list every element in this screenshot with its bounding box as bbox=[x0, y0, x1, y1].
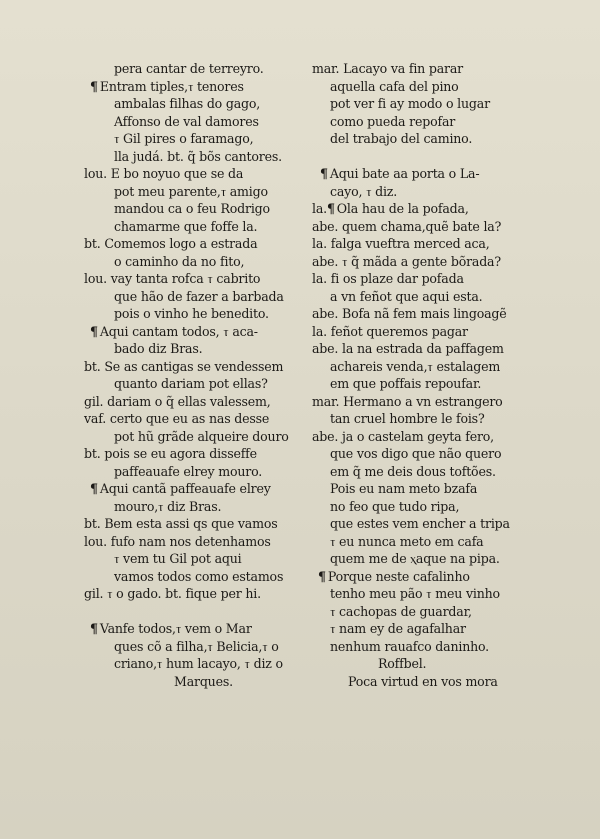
line-text: gil. dariam o q̃ ellas valessem, bbox=[84, 393, 271, 409]
line-text: como pueda repofar bbox=[330, 113, 456, 129]
text-line bbox=[84, 568, 314, 586]
text-line bbox=[312, 620, 572, 638]
text-line bbox=[84, 673, 314, 691]
text-line bbox=[312, 60, 572, 78]
line-text: vaf. certo que eu as nas desse bbox=[84, 411, 270, 426]
line-text: o caminho da no fito, bbox=[114, 253, 245, 269]
line-text: mar. Lacayo va fin parar bbox=[312, 61, 463, 76]
text-line bbox=[84, 498, 314, 516]
line-text: em que poffais repoufar. bbox=[330, 376, 482, 391]
speaker-prefix: la. bbox=[312, 201, 327, 216]
line-text: achareis venda,ⲧ estalagem bbox=[330, 358, 501, 374]
line-text: Vanfe todos,ⲧ vem o Mar bbox=[99, 621, 252, 636]
line-text: ⲧ eu nunca meto em cafa bbox=[330, 533, 484, 549]
line-text: ⲧ vem tu Gil pot aqui bbox=[114, 551, 242, 566]
pilcrow-icon: ¶ bbox=[320, 166, 328, 181]
text-line bbox=[312, 340, 572, 358]
line-text: ⲧ cachopas de guardar, bbox=[330, 603, 472, 619]
line-text: mouro,ⲧ diz Bras. bbox=[114, 498, 222, 514]
text-line bbox=[312, 375, 572, 393]
line-text: quem me de ⲭaque na pipa. bbox=[330, 551, 500, 566]
text-line bbox=[84, 130, 314, 148]
line-text: Poca virtud en vos mora bbox=[348, 673, 498, 689]
text-line bbox=[84, 253, 314, 271]
line-text: Aqui cantã paffeauafe elrey bbox=[99, 481, 271, 496]
text-line bbox=[312, 603, 572, 621]
line-text: ques cõ a filha,ⲧ Belicia,ⲧ o bbox=[114, 638, 279, 654]
text-line bbox=[312, 113, 572, 131]
text-line bbox=[312, 95, 572, 113]
line-text: lla judá. bt. q̃ bõs cantores. bbox=[114, 148, 282, 164]
line-text: que hão de fazer a barbada bbox=[114, 288, 284, 304]
text-line bbox=[84, 638, 314, 656]
text-line bbox=[312, 498, 572, 516]
line-text: lou. E bo noyuo que se da bbox=[84, 166, 244, 181]
text-line bbox=[84, 463, 314, 481]
text-line bbox=[84, 148, 314, 166]
text-line bbox=[312, 288, 572, 306]
text-line bbox=[84, 533, 314, 551]
pilcrow-icon: ¶ bbox=[326, 201, 335, 216]
text-line bbox=[312, 445, 572, 463]
line-text: cayo, ⲧ diz. bbox=[330, 183, 398, 199]
line-text: Roffbel. bbox=[378, 656, 427, 671]
text-line bbox=[84, 165, 314, 183]
line-text: que estes vem encher a tripa bbox=[330, 516, 510, 531]
text-line bbox=[84, 305, 314, 323]
line-text: que vos digo que não quero bbox=[330, 446, 502, 461]
text-line bbox=[312, 165, 572, 183]
line-text: abe. quem chama,quẽ bate la? bbox=[312, 218, 502, 234]
line-text: criano,ⲧ hum lacayo, ⲧ diz o bbox=[114, 656, 283, 671]
line-text: ambalas filhas do gago, bbox=[114, 96, 261, 111]
line-text: mar. Hermano a vn estrangero bbox=[312, 393, 503, 409]
line-text: la. feñot queremos pagar bbox=[312, 323, 468, 339]
line-text: Entram tiples,ⲧ tenores bbox=[99, 78, 244, 94]
line-text: pot hũ grãde alqueire douro bbox=[114, 428, 289, 444]
text-line bbox=[312, 568, 572, 586]
line-text: la. fi os plaze dar pofada bbox=[312, 271, 464, 286]
text-line bbox=[312, 428, 572, 446]
text-line bbox=[84, 410, 314, 428]
text-line bbox=[312, 323, 572, 341]
text-line bbox=[84, 323, 314, 341]
text-line bbox=[312, 183, 572, 201]
line-text: pot meu parente,ⲧ amigo bbox=[114, 183, 268, 199]
text-line bbox=[84, 585, 314, 603]
text-line bbox=[84, 358, 314, 376]
line-text: gil. ⲧ o gado. bt. fique per hi. bbox=[84, 586, 261, 601]
line-text: del trabajo del camino. bbox=[330, 131, 473, 146]
line-text: lou. vay tanta rofca ⲧ cabrito bbox=[84, 271, 261, 286]
pilcrow-icon: ¶ bbox=[90, 78, 98, 94]
line-text: ⲧ nam ey de agafalhar bbox=[330, 621, 466, 636]
line-text: no feo que tudo ripa, bbox=[330, 498, 460, 514]
line-text: nenhum rauafco daninho. bbox=[330, 638, 489, 654]
left-column bbox=[84, 60, 314, 690]
line-text: lou. fufo nam nos detenhamos bbox=[84, 533, 271, 549]
text-line bbox=[84, 340, 314, 358]
line-gap bbox=[312, 148, 572, 166]
text-line bbox=[312, 638, 572, 656]
text-line bbox=[84, 95, 314, 113]
pilcrow-icon: ¶ bbox=[318, 568, 326, 584]
text-line bbox=[84, 393, 314, 411]
text-line bbox=[312, 78, 572, 96]
line-text: Marques. bbox=[174, 673, 233, 689]
text-line bbox=[312, 533, 572, 551]
text-line bbox=[312, 673, 572, 691]
text-line bbox=[84, 445, 314, 463]
line-text: abe. la na estrada da paffagem bbox=[312, 341, 504, 356]
pilcrow-icon: ¶ bbox=[90, 621, 98, 636]
line-text: Affonso de val damores bbox=[114, 113, 259, 129]
text-line bbox=[312, 305, 572, 323]
line-text: bado diz Bras. bbox=[114, 341, 203, 356]
text-line bbox=[312, 410, 572, 428]
text-line bbox=[312, 480, 572, 498]
text-line bbox=[84, 480, 314, 498]
text-line bbox=[84, 78, 314, 96]
line-text: Porque neste cafalinho bbox=[327, 568, 470, 584]
text-line bbox=[84, 218, 314, 236]
text-line bbox=[312, 463, 572, 481]
line-text: bt. Bem esta assi qs que vamos bbox=[84, 516, 278, 531]
line-text: bt. Comemos logo a estrada bbox=[84, 236, 258, 251]
text-line bbox=[312, 218, 572, 236]
line-text: Pois eu nam meto bzafa bbox=[330, 481, 478, 496]
text-line bbox=[84, 235, 314, 253]
line-text: Ola hau de la pofada, bbox=[336, 201, 469, 216]
line-text: bt. Se as cantigas se vendessem bbox=[84, 358, 284, 374]
text-line bbox=[84, 288, 314, 306]
text-line bbox=[312, 585, 572, 603]
line-text: paffeauafe elrey mouro. bbox=[114, 463, 263, 479]
line-text: la. falga vueftra merced aca, bbox=[312, 236, 490, 251]
text-line bbox=[312, 393, 572, 411]
right-column bbox=[312, 60, 572, 690]
text-line bbox=[84, 620, 314, 638]
line-text: vamos todos como estamos bbox=[114, 568, 284, 584]
text-line bbox=[312, 358, 572, 376]
line-text: Aqui cantam todos, ⲧ aca- bbox=[99, 323, 258, 339]
line-text: pois o vinho he benedito. bbox=[114, 306, 269, 321]
line-text: a vn feñot que aqui esta. bbox=[330, 288, 483, 304]
text-line bbox=[84, 655, 314, 673]
line-text: em q̃ me deis dous toftões. bbox=[330, 463, 496, 479]
text-line bbox=[84, 270, 314, 288]
text-line bbox=[84, 183, 314, 201]
line-text: pot ver fi ay modo o lugar bbox=[330, 96, 490, 111]
line-text: chamarme que foffe la. bbox=[114, 218, 258, 234]
text-line bbox=[312, 550, 572, 568]
line-text: abe. ⲧ q̃ mãda a gente bõrada? bbox=[312, 253, 501, 269]
line-text: mandou ca o feu Rodrigo bbox=[114, 201, 270, 216]
text-line bbox=[312, 270, 572, 288]
text-line bbox=[312, 253, 572, 271]
line-text: quanto dariam pot ellas? bbox=[114, 376, 268, 391]
text-line bbox=[84, 375, 314, 393]
line-text: ⲧ Gil pires o faramago, bbox=[114, 131, 254, 146]
text-line bbox=[84, 550, 314, 568]
text-line bbox=[312, 130, 572, 148]
line-text: Aqui bate aa porta o La- bbox=[329, 166, 480, 181]
line-text: abe. ja o castelam geyta fero, bbox=[312, 428, 494, 444]
line-text: tenho meu pão ⲧ meu vinho bbox=[330, 586, 500, 601]
line-text: tan cruel hombre le fois? bbox=[330, 411, 485, 426]
pilcrow-icon: ¶ bbox=[90, 481, 98, 496]
line-text: aquella cafa del pino bbox=[330, 78, 459, 94]
text-line bbox=[312, 200, 572, 218]
text-line bbox=[84, 428, 314, 446]
text-line bbox=[84, 200, 314, 218]
line-text: abe. Bofa nã fem mais lingoagẽ bbox=[312, 306, 507, 321]
text-line bbox=[84, 515, 314, 533]
line-text: pera cantar de terreyro. bbox=[114, 61, 264, 76]
line-gap bbox=[84, 603, 314, 621]
line-text: bt. pois se eu agora disseffe bbox=[84, 446, 257, 461]
text-line bbox=[84, 60, 314, 78]
text-line bbox=[84, 113, 314, 131]
text-line bbox=[312, 235, 572, 253]
text-line bbox=[312, 655, 572, 673]
pilcrow-icon: ¶ bbox=[90, 323, 98, 339]
text-line bbox=[312, 515, 572, 533]
